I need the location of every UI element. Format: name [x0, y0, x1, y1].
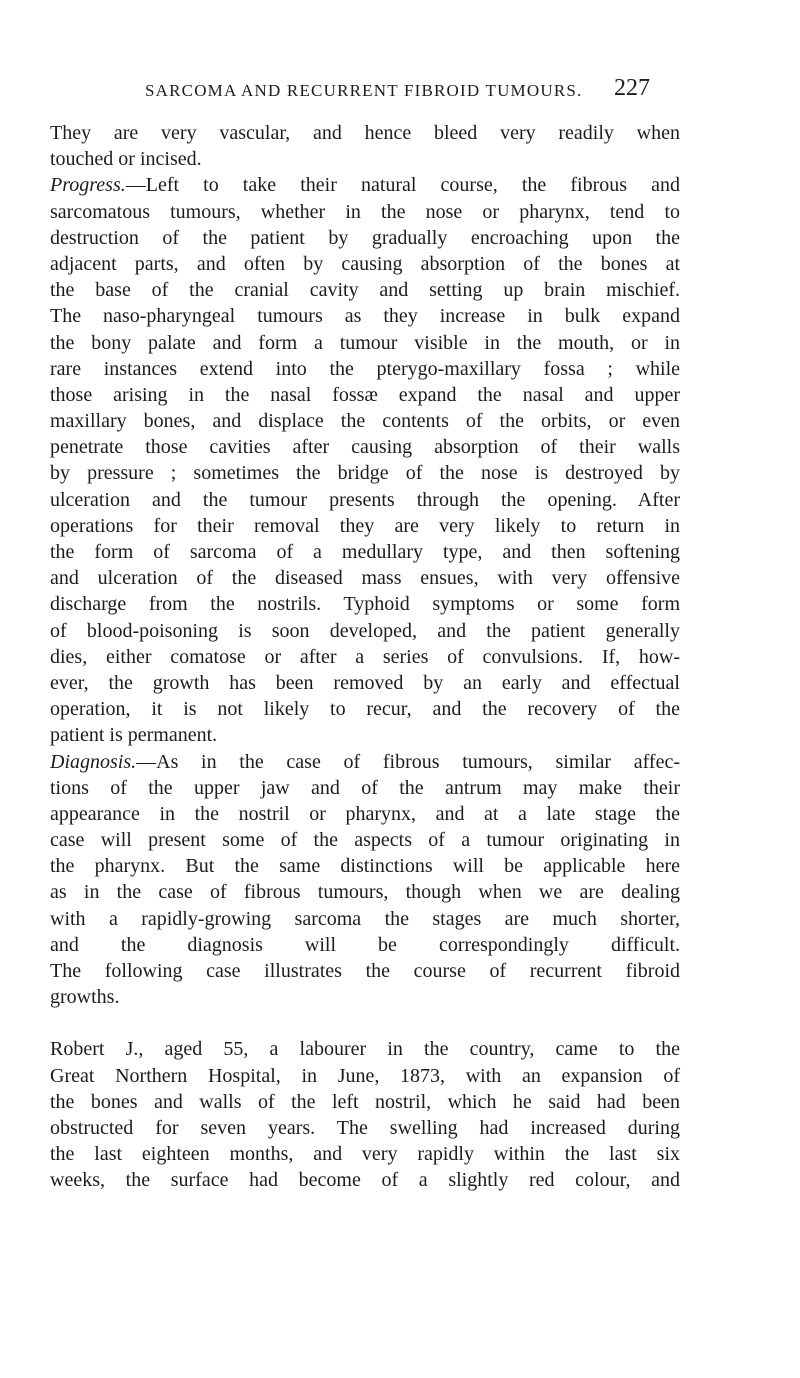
- line-text: dies, either comatose or after a series of convulsions. If, how-: [50, 645, 680, 668]
- text-line: [50, 146, 680, 172]
- line-text: the form of sarcoma of a medullary type, and then softening: [50, 541, 680, 563]
- line-text: weeks, the surface had become of a slightly red colour, and: [50, 1169, 680, 1192]
- line-text: sarcomatous tumours, whether in the nose or pharynx, tend to: [50, 200, 680, 223]
- line-text: operations for their removal they are very likely to return in: [50, 514, 680, 537]
- line-text: the bones and walls of the left nostril, which he said had been: [50, 1090, 680, 1113]
- text-line: [50, 1115, 680, 1141]
- line-text: case will present some of the aspects of a tumour originating in: [50, 829, 680, 852]
- text-line: [50, 591, 680, 617]
- text-line: [50, 487, 680, 513]
- text-line: [50, 1063, 680, 1089]
- line-text: operation, it is not likely to recur, and the recovery of the: [50, 698, 680, 721]
- line-text: by pressure ; sometimes the bridge of the nose is destroyed by: [50, 462, 680, 485]
- text-line: [50, 303, 680, 329]
- line-text: —Left to take their natural course, the fibrous and: [125, 174, 680, 197]
- line-text: patient is permanent.: [50, 724, 218, 747]
- line-text: The following case illustrates the course of recurrent fibroid: [50, 960, 680, 982]
- line-text: the bony palate and form a tumour visible in the mouth, or in: [50, 331, 680, 354]
- text-line: [50, 932, 680, 958]
- text-line: [50, 749, 680, 775]
- line-text: discharge from the nostrils. Typhoid symptoms or some form: [50, 593, 680, 616]
- text-line: [50, 696, 680, 722]
- text-line: [50, 199, 680, 225]
- text-line: [50, 879, 680, 905]
- text-line: [50, 356, 680, 382]
- line-text: They are very vascular, and hence bleed very readily when: [50, 122, 680, 144]
- line-text: as in the case of fibrous tumours, though when we are dealing: [50, 881, 680, 904]
- text-line: [50, 775, 680, 801]
- text-line: [50, 120, 680, 146]
- line-text: obstructed for seven years. The swelling had increased during: [50, 1116, 680, 1139]
- text-line: [50, 644, 680, 670]
- line-text: those arising in the nasal fossæ expand the nasal and upper: [50, 383, 680, 406]
- line-text: —As in the case of fibrous tumours, similar affec-: [136, 750, 680, 773]
- section-lead: Diagnosis.: [50, 750, 137, 773]
- line-text: touched or incised.: [50, 148, 202, 171]
- line-text: adjacent parts, and often by causing absorption of the bones at: [50, 252, 680, 275]
- text-line: [50, 460, 680, 486]
- line-text: destruction of the patient by gradually encroaching upon the: [50, 226, 680, 249]
- text-line: [50, 853, 680, 879]
- line-text: tions of the upper jaw and of the antrum may make their: [50, 776, 680, 799]
- text-line: [50, 565, 680, 591]
- line-text: with a rapidly-growing sarcoma the stages are much shorter,: [50, 907, 680, 930]
- text-line: [50, 382, 680, 408]
- line-text: and the diagnosis will be correspondingly difficult.: [50, 933, 680, 956]
- paragraph-gap: [50, 1010, 680, 1036]
- text-line: [50, 1141, 680, 1167]
- text-line: [50, 225, 680, 251]
- line-text: the last eighteen months, and very rapidly within the last six: [50, 1143, 680, 1166]
- text-line: [50, 1089, 680, 1115]
- section-lead: Progress.: [50, 174, 126, 197]
- text-line: [50, 330, 680, 356]
- text-line: [50, 722, 680, 748]
- text-line: [50, 408, 680, 434]
- line-text: ulceration and the tumour presents through the opening. After: [50, 488, 680, 511]
- line-text: ever, the growth has been removed by an early and effectual: [50, 671, 680, 694]
- page-number: 227: [614, 75, 650, 101]
- text-line: [50, 801, 680, 827]
- line-text: The naso-pharyngeal tumours as they increase in bulk expand: [50, 305, 680, 328]
- running-head: [0, 75, 800, 109]
- text-line: [50, 172, 680, 198]
- line-text: the pharynx. But the same distinctions will be applicable here: [50, 855, 680, 878]
- text-line: [50, 618, 680, 644]
- line-text: the base of the cranial cavity and setting up brain mischief.: [50, 279, 680, 302]
- text-line: [50, 670, 680, 696]
- line-text: and ulceration of the diseased mass ensues, with very offensive: [50, 567, 680, 590]
- line-text: growths.: [50, 986, 120, 1009]
- line-text: appearance in the nostril or pharynx, and at a late stage the: [50, 802, 680, 825]
- text-line: [50, 277, 680, 303]
- text-line: [50, 434, 680, 460]
- text-line: [50, 1036, 680, 1062]
- line-text: of blood-poisoning is soon developed, and the patient generally: [50, 619, 680, 642]
- body-text: [50, 120, 680, 1194]
- text-line: [50, 827, 680, 853]
- line-text: Great Northern Hospital, in June, 1873, with an expansion of: [50, 1064, 680, 1087]
- text-line: [50, 513, 680, 539]
- line-text: Robert J., aged 55, a labourer in the country, came to the: [50, 1038, 680, 1061]
- text-line: [50, 906, 680, 932]
- text-line: [50, 958, 680, 984]
- text-line: [50, 1167, 680, 1193]
- text-line: [50, 539, 680, 565]
- text-line: [50, 251, 680, 277]
- running-title: SARCOMA AND RECURRENT FIBROID TUMOURS.: [145, 81, 583, 100]
- line-text: maxillary bones, and displace the contents of the orbits, or even: [50, 410, 680, 433]
- text-line: [50, 984, 680, 1010]
- line-text: penetrate those cavities after causing absorption of their walls: [50, 436, 680, 459]
- line-text: rare instances extend into the pterygo-maxillary fossa ; while: [50, 357, 680, 380]
